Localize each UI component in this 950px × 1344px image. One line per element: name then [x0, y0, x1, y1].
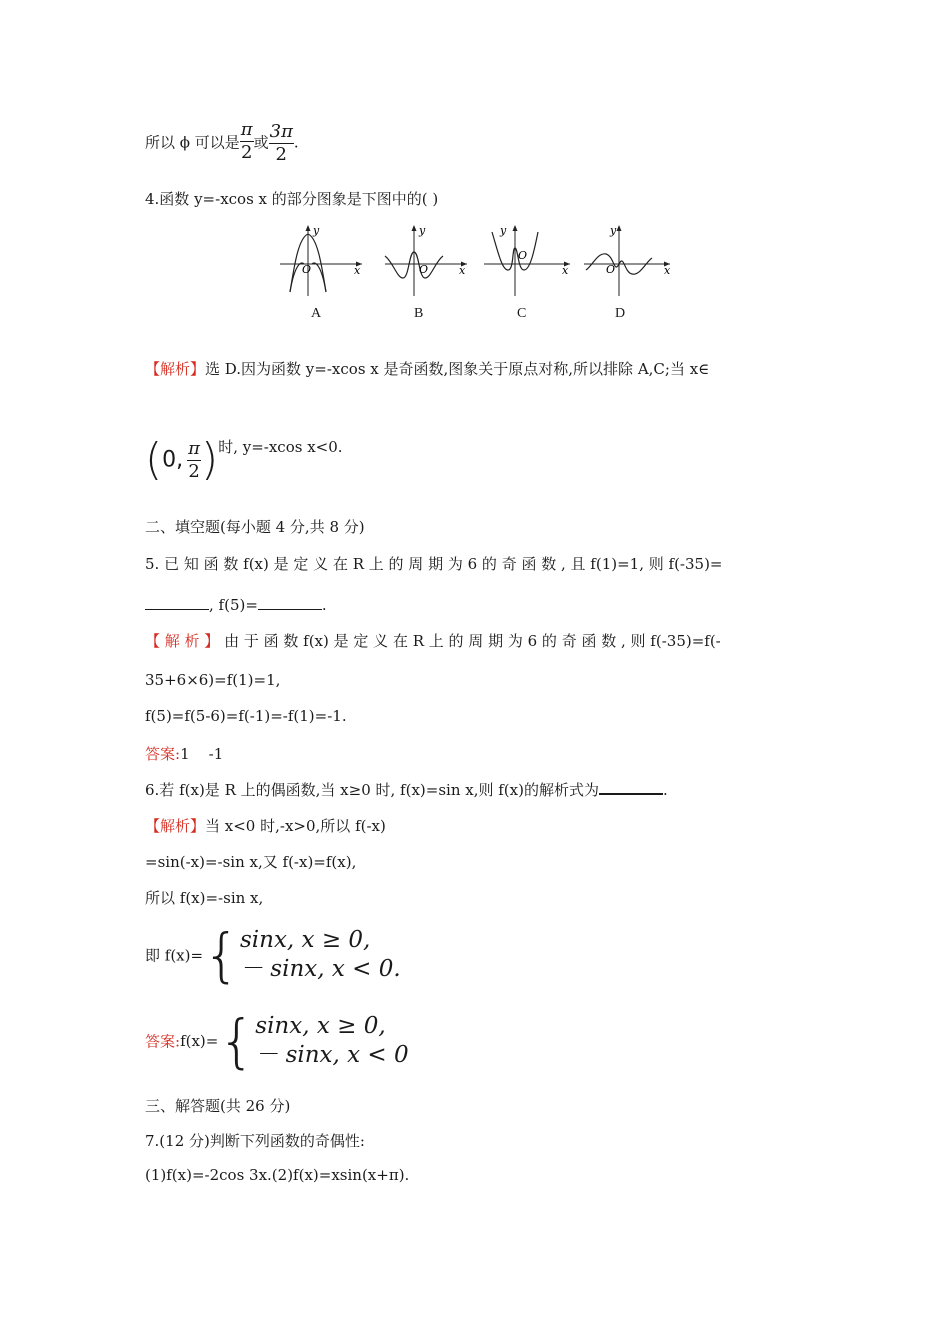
- svg-text:x: x: [459, 264, 466, 277]
- analysis-5-line3: f(5)=f(5-6)=f(-1)=-f(1)=-1.: [145, 707, 347, 725]
- graph-b: [385, 224, 467, 296]
- section-3-title: 三、解答题(共 26 分): [145, 1097, 291, 1115]
- svg-text:O: O: [419, 263, 429, 276]
- graph-c: [484, 224, 570, 296]
- svg-text:x: x: [562, 264, 569, 277]
- question-4: 4.函数 y=-xcos x 的部分图象是下图中的( ): [145, 190, 439, 208]
- left-brace: {: [218, 1007, 256, 1075]
- analysis-tag: 【解析】: [145, 817, 206, 835]
- axis-x-label: x: [354, 264, 361, 277]
- piecewise-result: 即 f(x)={ sinx, x ≥ 0, － sinx, x < 0.: [145, 921, 401, 989]
- choice-label-b: B: [414, 306, 424, 321]
- answer-6: 答案:f(x)={ sinx, x ≥ 0, － sinx, x < 0: [145, 1007, 409, 1075]
- answer-label: 答案:: [145, 745, 181, 763]
- question-7-line2: (1)f(x)=-2cos 3x.(2)f(x)=xsin(x+π).: [145, 1166, 410, 1184]
- svg-text:x: x: [664, 264, 671, 277]
- analysis-6-line3: 所以 f(x)=-sin x,: [145, 889, 264, 907]
- choice-label-a: A: [311, 306, 322, 321]
- piecewise-cases: sinx, x ≥ 0, － sinx, x < 0.: [239, 927, 401, 982]
- svg-text:O: O: [518, 249, 528, 262]
- phi-values-line: 所以 ϕ 可以是 $\frac{\pi}{2}$ 或 $\frac{3\pi}{2}$ .: [145, 119, 299, 165]
- analysis-tag: 【解析】: [145, 360, 206, 378]
- section-2-title: 二、填空题(每小题 4 分,共 8 分): [145, 518, 365, 536]
- paren-close: ): [201, 434, 219, 485]
- or-word: 或: [253, 133, 269, 152]
- graph-d: [584, 224, 671, 296]
- choice-label-d: D: [615, 306, 626, 321]
- analysis-tag: 【 解 析 】: [145, 632, 220, 650]
- graph-choices-figure: [276, 222, 676, 312]
- answer-blank-2[interactable]: [258, 595, 322, 610]
- svg-text:y: y: [610, 224, 617, 237]
- choice-label-c: C: [517, 306, 527, 321]
- svg-text:O: O: [606, 263, 616, 276]
- fraction-pi-over-2: $\frac{\pi}{2}$: [240, 119, 253, 163]
- question-7-line1: 7.(12 分)判断下列函数的奇偶性:: [145, 1132, 365, 1150]
- svg-text:y: y: [419, 224, 426, 237]
- left-brace: {: [203, 921, 240, 989]
- analysis-5-line2: 35+6×6)=f(1)=1,: [145, 671, 281, 689]
- analysis-6-line1: 【解析】当 x<0 时,-x>0,所以 f(-x): [145, 817, 386, 835]
- question-5-line1: 5. 已 知 函 数 f(x) 是 定 义 在 R 上 的 周 期 为 6 的 奇 函 数 , 且 f(1)=1, 则 f(-35)=: [145, 555, 723, 573]
- analysis-4-interval: (0, $\frac{\pi}{2}$ )时, y=-xcos x<0.: [145, 434, 343, 485]
- axis-y-label: y: [313, 224, 320, 237]
- question-6: 6.若 f(x)是 R 上的偶函数,当 x≥0 时, f(x)=sin x,则 f(x)的解析式为 .: [145, 781, 668, 799]
- fraction-3pi-over-2: $\frac{3\pi}{2}$: [269, 121, 293, 165]
- paren-open: (: [145, 434, 163, 485]
- svg-text:y: y: [500, 224, 507, 237]
- phi-prefix: 所以 ϕ 可以是: [145, 133, 240, 152]
- analysis-6-line2: =sin(-x)=-sin x,又 f(-x)=f(x),: [145, 853, 357, 871]
- question-5-line2: , f(5)= .: [145, 595, 327, 614]
- analysis-5-line1: 【 解 析 】 由 于 函 数 f(x) 是 定 义 在 R 上 的 周 期 为 6 的 奇 函 数 , 则 f(-35)=f(-: [145, 632, 721, 650]
- graph-a: [280, 224, 362, 296]
- answer-5: 答案:1 -1: [145, 745, 224, 763]
- fraction-pi-over-2-interval: $\frac{\pi}{2}$: [188, 437, 201, 482]
- answer-blank-1[interactable]: [145, 595, 209, 610]
- origin-label: O: [302, 263, 312, 276]
- piecewise-answer-cases: sinx, x ≥ 0, － sinx, x < 0: [255, 1013, 409, 1068]
- answer-blank-3[interactable]: [599, 779, 663, 795]
- answer-label: 答案:: [145, 1032, 181, 1051]
- analysis-4: 【解析】选 D.因为函数 y=-xcos x 是奇函数,图象关于原点对称,所以排除 A,C;当 x∈: [145, 360, 710, 378]
